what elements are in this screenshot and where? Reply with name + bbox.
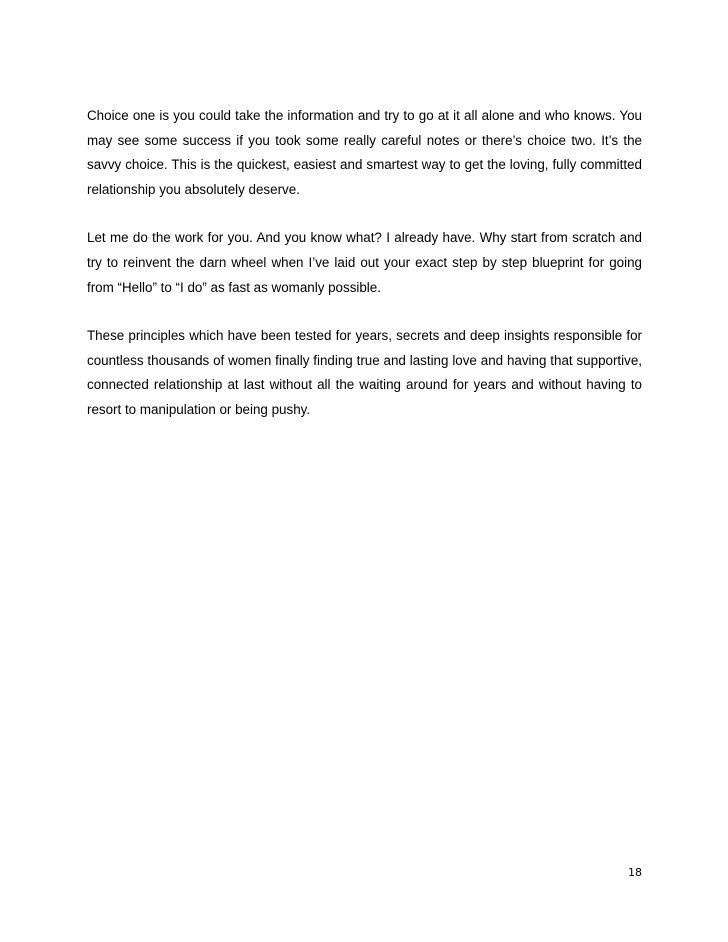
paragraph-1: Choice one is you could take the information and try to go at it all alone and who knows. You may see some success if you took some really careful notes or there’s choice two. It’s the savvy choice. This is the quickest, easiest and smartest way to get the loving, fully committed relationship you absolutely deserve. bbox=[87, 108, 642, 197]
page-number: 18 bbox=[628, 866, 642, 879]
paragraph-3: These principles which have been tested for years, secrets and deep insights responsible for countless thousands of women finally finding true and lasting love and having that supportive, connected relationship at last without all the waiting around for years and without having to resort to manipulation or being pushy. bbox=[87, 328, 642, 417]
paragraph-2: Let me do the work for you. And you know what? I already have. Why start from scratch and try to reinvent the darn wheel when I’ve laid out your exact step by step blueprint for going from “Hello” to “I do” as fast as womanly possible. bbox=[87, 230, 642, 295]
body-text bbox=[87, 104, 642, 447]
